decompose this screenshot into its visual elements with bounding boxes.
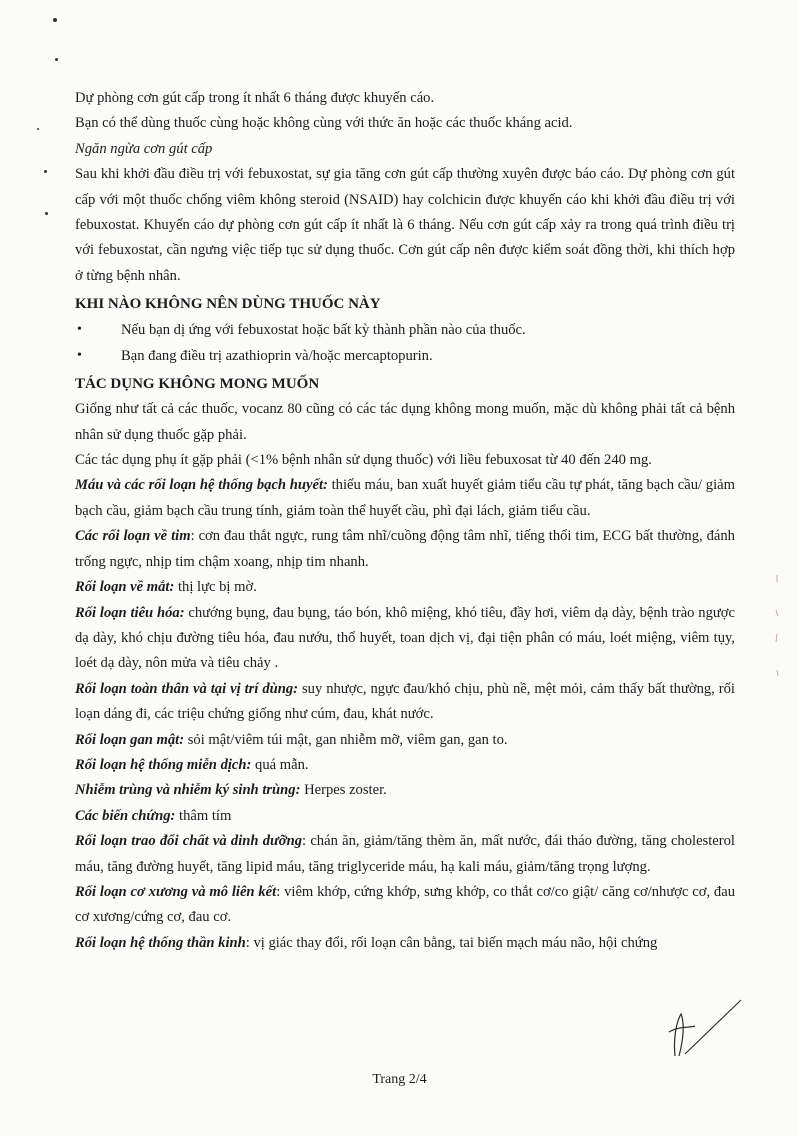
scan-speck: [37, 128, 39, 130]
side-effect-infection: [75, 778, 735, 803]
bullet-icon: •: [77, 348, 82, 364]
side-effect-eye: [75, 575, 735, 600]
side-effect-text: quá mẫn.: [251, 756, 309, 773]
paragraph-gout-prophylaxis: Dự phòng cơn gút cấp trong ít nhất 6 tháng được khuyến cáo.: [75, 90, 435, 106]
side-effect-text: sỏi mật/viêm túi mật, gan nhiễm mỡ, viêm gan, gan to.: [184, 731, 508, 748]
list-item-text: Nếu bạn dị ứng với febuxostat hoặc bất kỳ thành phần nào của thuốc.: [121, 322, 526, 339]
side-effect-musculoskeletal: [75, 880, 735, 931]
side-effect-blood: [75, 473, 735, 524]
side-effect-label: Máu và các rối loạn hệ thống bạch huyết:: [75, 477, 328, 494]
scan-speck: [44, 170, 47, 173]
side-effect-label: Các biến chứng:: [75, 807, 176, 824]
side-effect-hepatobiliary: [75, 728, 735, 753]
side-effect-metabolism: [75, 829, 735, 880]
side-effect-label: Rối loạn toàn thân và tại vị trí dùng:: [75, 680, 299, 697]
paragraph-side-effects-dose: Các tác dụng phụ ít gặp phải (<1% bệnh nhân sử dụng thuốc) với liều febuxosat từ 40 đến 240 mg.: [75, 452, 652, 469]
side-effect-text: thâm tím: [175, 807, 232, 824]
scan-speck: [45, 212, 48, 215]
page-number: Trang 2/4: [372, 1072, 427, 1087]
list-item: [75, 317, 735, 343]
side-effect-gastro: [75, 601, 735, 677]
paragraph-food-antacid: Bạn có thể dùng thuốc cùng hoặc không cùng với thức ăn hoặc các thuốc kháng acid.: [75, 115, 573, 132]
side-effect-text: : chán ăn, giảm/tăng thèm ăn, mất nước, đái tháo đường, tăng cholesterol máu, tăng đường huyết, tăng lipid máu, tăng triglyceride máu, hạ kali máu, giảm/tăng trọng lượng.: [75, 833, 735, 875]
paragraph-side-effects-intro: Giống như tất cả các thuốc, vocanz 80 cũng có các tác dụng không mong muốn, mặc dù không phải tất cả bệnh nhân sử dụng thuốc gặp phải.: [75, 401, 735, 443]
paragraph-febuxostat-flare: Sau khi khởi đầu điều trị với febuxostat, sự gia tăng cơn gút cấp thường xuyên được báo cáo. Dự phòng cơn gút cấp với một thuốc chống viêm không steroid (NSAID) hay colchicin được khuyến cáo khi khởi đầu điều trị với febuxostat. Khuyến cáo dự phòng cơn gút cấp ít nhất là 6 tháng. Nếu cơn gút cấp xảy ra trong quá trình điều trị với febuxostat, cần ngưng việc tiếp tục sử dụng thuốc. Cơn gút cấp nên được kiểm soát đồng thời, khi thích hợp ở từng bệnh nhân.: [75, 166, 735, 284]
side-effect-nervous: [75, 931, 735, 956]
scan-speck: [55, 58, 58, 61]
document-body: [75, 86, 735, 956]
side-effect-label: Nhiễm trùng và nhiễm ký sinh trùng:: [75, 782, 301, 799]
heading-contraindications: KHI NÀO KHÔNG NÊN DÙNG THUỐC NÀY: [75, 296, 381, 313]
side-effect-complications: [75, 804, 735, 829]
bullet-icon: •: [77, 322, 82, 338]
side-effect-label: Các rối loạn về tim: [75, 528, 191, 545]
side-effect-text: chướng bụng, đau bụng, táo bón, khô miệng, khó tiêu, đầy hơi, viêm dạ dày, bệnh trào ngược dạ dày, khó chịu đường tiêu hóa, đau nướu, thổ huyết, toan dịch vị, đại tiện phân có máu, loét miệng, viêm tụy, loét dạ dày, nôn mửa và tiêu chảy .: [75, 604, 735, 672]
side-effect-text: : vị giác thay đổi, rối loạn cân bằng, tai biến mạch máu não, hội chứng: [245, 934, 658, 951]
side-effect-text: thiếu máu, ban xuất huyết giảm tiểu cầu tự phát, tăng bạch cầu/ giảm bạch cầu, giảm bạch cầu trung tính, giảm toàn thể huyết cầu, phì đại lách, giảm tiểu cầu.: [75, 477, 735, 519]
side-effect-cardiac: [75, 524, 735, 575]
scan-edge-mark: [772, 570, 782, 690]
heading-side-effects: TÁC DỤNG KHÔNG MONG MUỐN: [75, 376, 320, 393]
side-effect-label: Rối loạn trao đổi chất và dinh dưỡng: [75, 833, 303, 850]
side-effect-text: Herpes zoster.: [300, 782, 387, 799]
subheading-prevent-gout: Ngăn ngừa cơn gút cấp: [75, 140, 213, 157]
side-effect-general: [75, 677, 735, 728]
side-effect-text: thị lực bị mờ.: [174, 579, 257, 596]
signature-mark: [655, 996, 745, 1066]
scan-speck: [53, 18, 57, 22]
side-effect-label: Rối loạn hệ thống miễn dịch:: [75, 756, 252, 773]
side-effect-text: : cơn đau thắt ngực, rung tâm nhĩ/cuồng động tâm nhĩ, tiếng thổi tim, ECG bất thường, đánh trống ngực, nhịp tim chậm xoang, nhịp tim nhanh.: [75, 528, 735, 570]
side-effect-label: Rối loạn hệ thống thần kinh: [75, 934, 246, 951]
side-effect-text: : viêm khớp, cứng khớp, sưng khớp, co thắt cơ/co giật/ căng cơ/nhược cơ, đau cơ xương/cứng cơ, đau cơ.: [75, 883, 735, 926]
list-item-text: Bạn đang điều trị azathioprin và/hoặc mercaptopurin.: [121, 348, 433, 365]
side-effect-label: Rối loạn tiêu hóa:: [75, 604, 185, 621]
list-item: [75, 343, 735, 369]
side-effect-text: suy nhược, ngực đau/khó chịu, phù nề, mệt mỏi, cảm thấy bất thường, rối loạn dáng đi, các triệu chứng giống như cúm, đau, khát nước.: [75, 680, 735, 723]
side-effect-label: Rối loạn về mắt:: [75, 579, 175, 596]
contraindication-list: [75, 317, 735, 369]
side-effect-immune: [75, 753, 735, 778]
side-effect-label: Rối loạn gan mật:: [75, 731, 185, 748]
side-effect-label: Rối loạn cơ xương và mô liên kết: [75, 883, 277, 900]
